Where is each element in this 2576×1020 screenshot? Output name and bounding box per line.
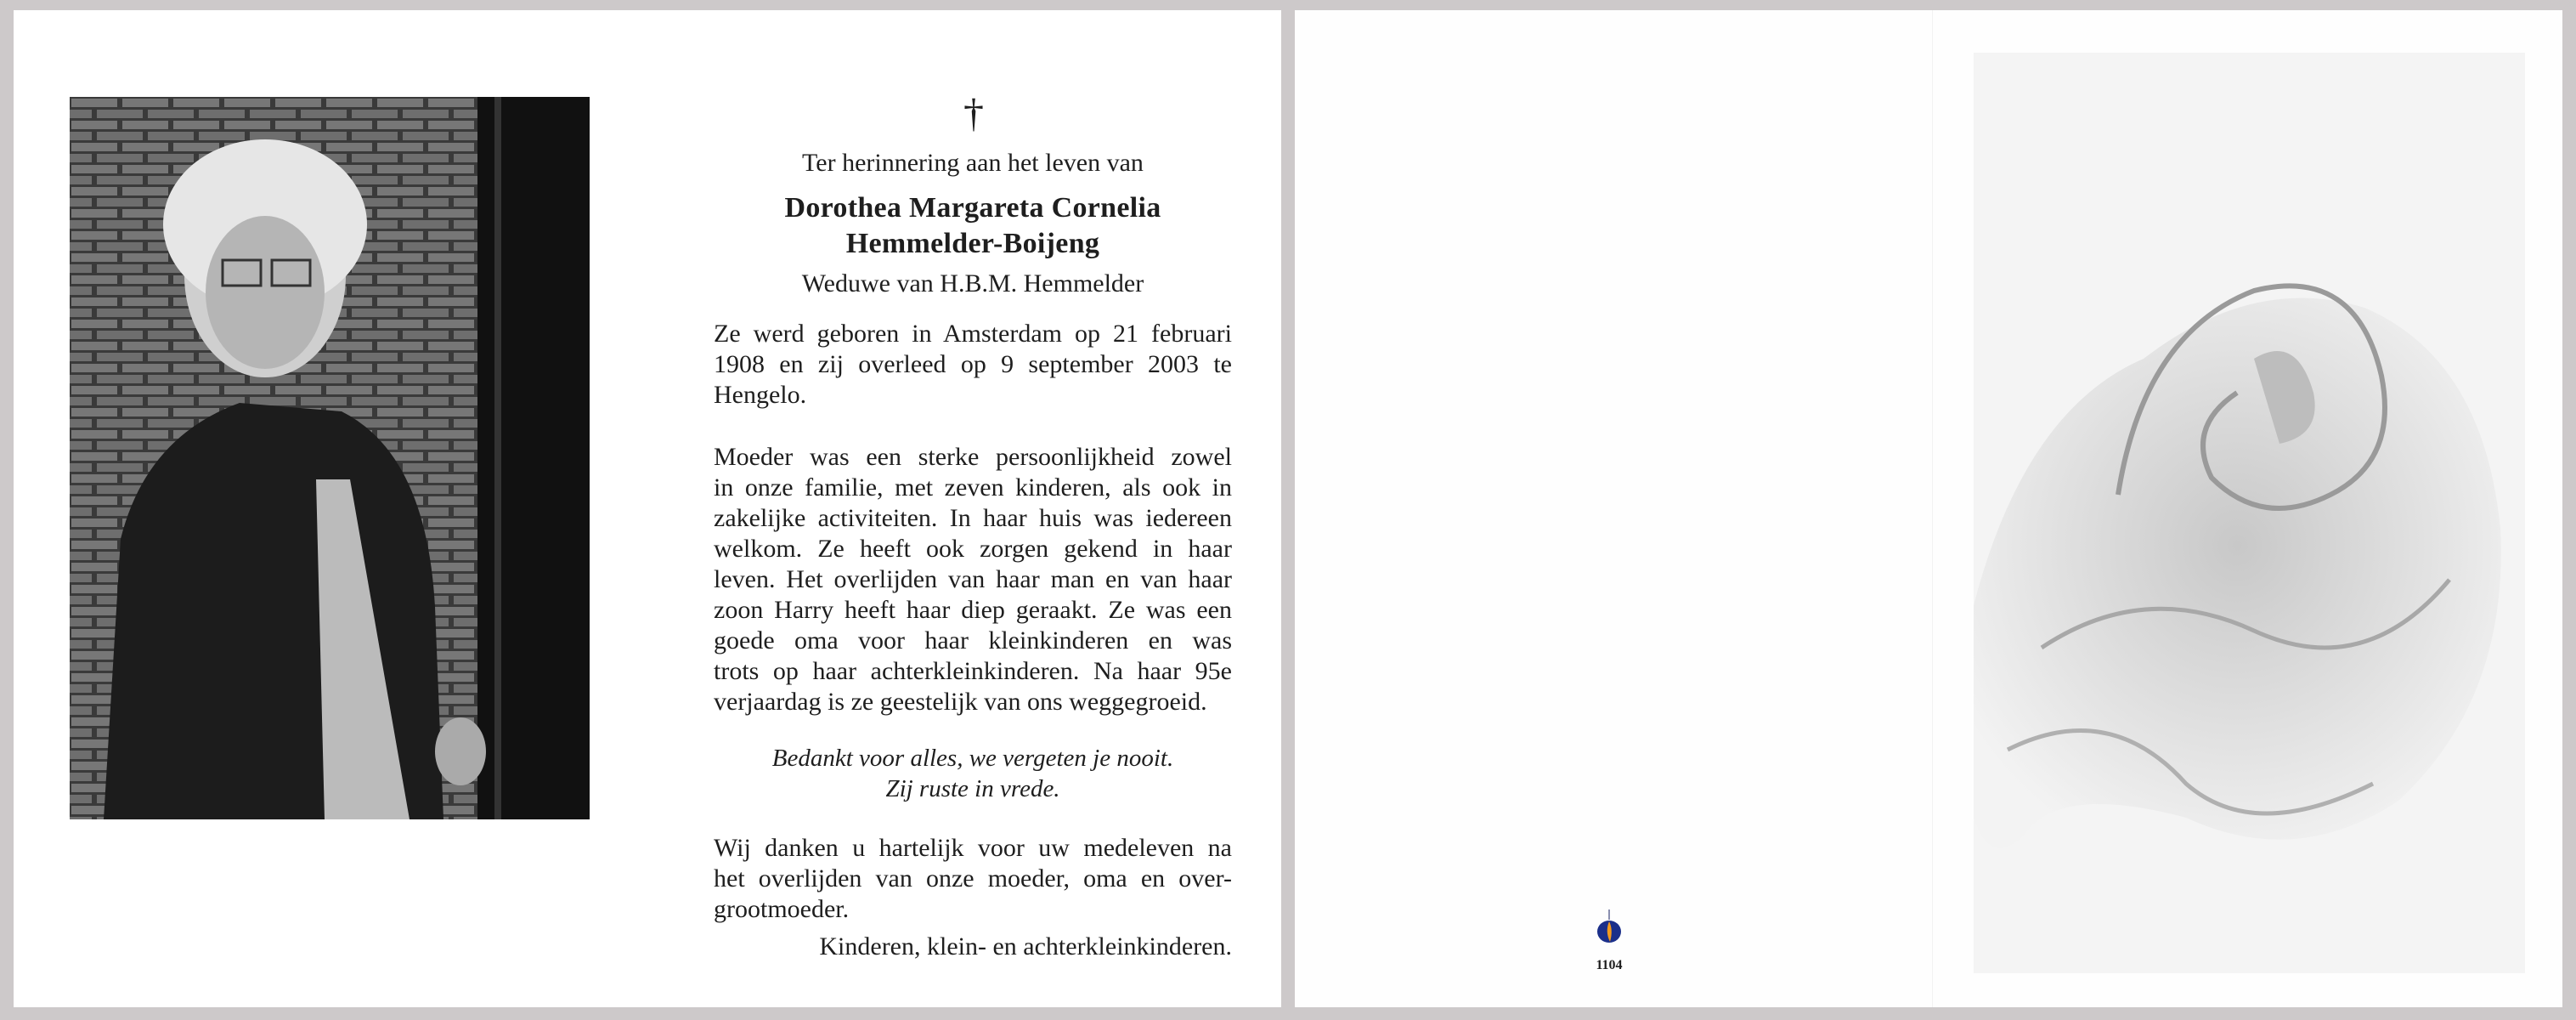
birth-death-paragraph (714, 319, 1232, 411)
farewell-line: Bedankt voor alles, we vergeten je nooit. (771, 745, 1174, 772)
cross-icon: † (963, 91, 984, 136)
text-line: Ze werd geboren in Amsterdam op 21 februari (714, 320, 1232, 348)
thanks-paragraph (714, 833, 1232, 925)
signature: Kinderen, klein- en achterkleinkinderen. (819, 932, 1232, 960)
text-line: verjaardag is ze geestelijk van ons weggegroeid. (714, 688, 1207, 716)
name-line-2: Hemmelder-Boijeng (845, 228, 1100, 259)
deceased-name (714, 190, 1232, 262)
text-line: Wij danken u hartelijk voor uw medeleven na (714, 834, 1232, 862)
printer-logo-number: 1104 (1596, 958, 1623, 972)
memorial-card-right-page (1295, 10, 2562, 1007)
farewell-line: Zij ruste in vrede. (885, 775, 1060, 802)
biography-paragraph (714, 442, 1232, 717)
text-line: 1908 en zij overleed op 9 september 2003 te (714, 350, 1232, 378)
text-line: het overlijden van onze moeder, oma en over- (714, 864, 1232, 892)
text-line: zakelijke activiteiten. In haar huis was iedereen (714, 504, 1232, 532)
portrait-photo (70, 97, 590, 819)
intro-line: Ter herinnering aan het leven van (802, 149, 1144, 177)
text-line: goede oma voor haar kleinkinderen en was (714, 626, 1232, 654)
printer-logo-icon (1596, 910, 1622, 944)
name-line-1: Dorothea Margareta Cornelia (784, 192, 1161, 224)
text-line: Hengelo. (714, 381, 807, 409)
text-line: zoon Harry heeft haar diep geraakt. Ze was een (714, 596, 1232, 624)
text-line: trots op haar achterkleinkinderen. Na haar 95e (714, 657, 1232, 685)
text-line: welkom. Ze heeft ook zorgen gekend in haar (714, 535, 1232, 563)
text-line: Moeder was een sterke persoonlijkheid zowel (714, 443, 1232, 471)
text-line: in onze familie, met zeven kinderen, als ook in (714, 473, 1232, 502)
text-line: leven. Het overlijden van haar man en van haar (714, 565, 1232, 593)
farewell-text (714, 743, 1232, 804)
memorial-card-left-page (14, 10, 1281, 1007)
fold-line (1932, 10, 1933, 1007)
widow-of: Weduwe van H.B.M. Hemmelder (801, 269, 1144, 298)
text-line: grootmoeder. (714, 895, 850, 923)
rose-image (1974, 53, 2525, 973)
